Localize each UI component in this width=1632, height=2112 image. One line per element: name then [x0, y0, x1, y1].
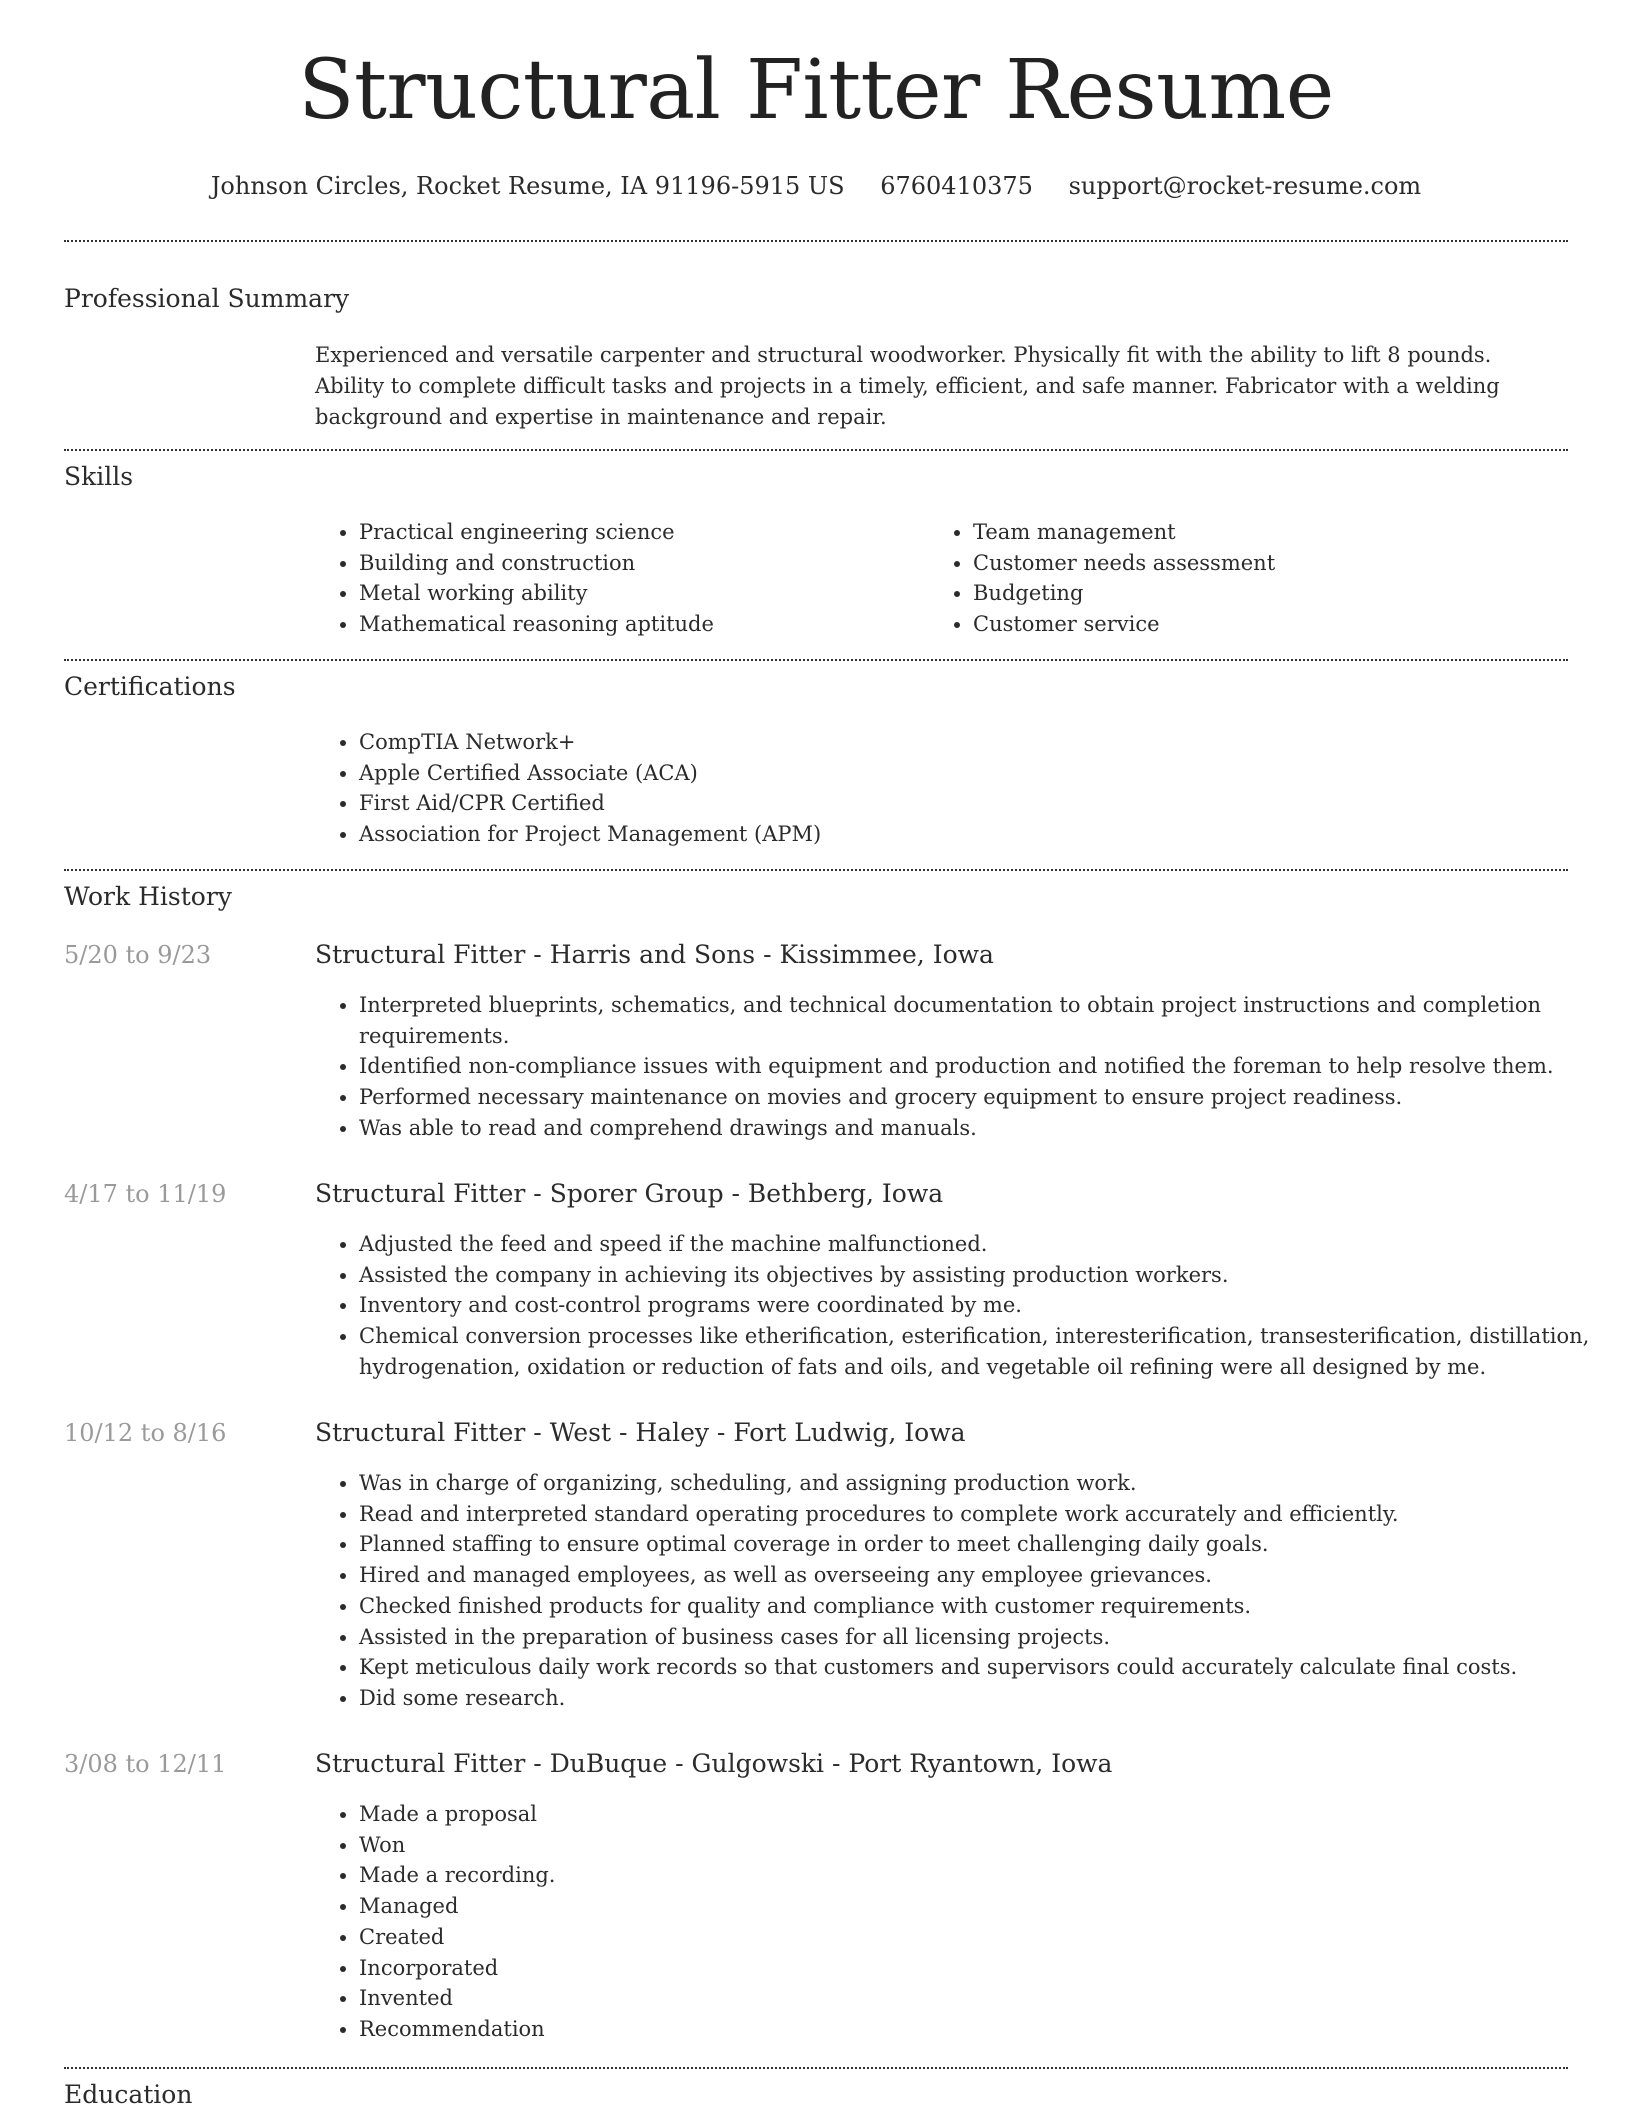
job-bullet: • Managed [359, 1891, 1609, 1922]
certification-item: • First Aid/CPR Certified [359, 788, 1559, 819]
skill-item: • Customer needs assessment [973, 548, 1573, 579]
job-title: Structural Fitter - Sporer Group - Bethberg, Iowa [315, 1179, 944, 1208]
section-divider [64, 449, 1568, 451]
job-dates: 10/12 to 8/16 [64, 1419, 227, 1447]
skill-item: • Customer service [973, 609, 1573, 640]
section-divider [64, 869, 1568, 871]
job-title: Structural Fitter - West - Haley - Fort Ludwig, Iowa [315, 1418, 966, 1447]
job-bullet: • Read and interpreted standard operating procedures to complete work accurately and efficiently. [359, 1499, 1609, 1530]
job-bullets [315, 1229, 1609, 1383]
job-dates: 5/20 to 9/23 [64, 941, 212, 969]
job-bullet: • Chemical conversion processes like etherification, esterification, interesterification, transesterification, distillation, hydrogenation, oxidation or reduction of fats and oils, and vegetable oil refining were all designed by me. [359, 1321, 1609, 1382]
certification-item: • CompTIA Network+ [359, 727, 1559, 758]
job-bullet: • Created [359, 1922, 1609, 1953]
page-title: Structural Fitter Resume [298, 43, 1334, 138]
job-bullet: • Adjusted the feed and speed if the machine malfunctioned. [359, 1229, 1609, 1260]
summary-heading: Professional Summary [64, 284, 350, 313]
job-bullet: • Identified non-compliance issues with equipment and production and notified the foreman to help resolve them. [359, 1051, 1609, 1082]
job-bullet: • Interpreted blueprints, schematics, and technical documentation to obtain project instructions and completion requirements. [359, 990, 1609, 1051]
job-bullets [315, 990, 1609, 1144]
job-bullet: • Checked finished products for quality and compliance with customer requirements. [359, 1591, 1609, 1622]
section-divider [64, 659, 1568, 661]
certifications-list [315, 727, 1559, 850]
job-dates: 3/08 to 12/11 [64, 1750, 227, 1778]
section-divider [64, 240, 1568, 242]
certification-item: • Apple Certified Associate (ACA) [359, 758, 1559, 789]
skill-item: • Budgeting [973, 578, 1573, 609]
skill-item: • Team management [973, 517, 1573, 548]
job-bullet: • Kept meticulous daily work records so that customers and supervisors could accurately calculate final costs. [359, 1652, 1609, 1683]
contact-phone: 6760410375 [880, 172, 1033, 200]
job-bullet: • Inventory and cost-control programs were coordinated by me. [359, 1290, 1609, 1321]
contact-email: support@rocket-resume.com [1068, 172, 1422, 200]
section-divider [64, 2067, 1568, 2069]
skill-item: • Practical engineering science [359, 517, 929, 548]
certification-item: • Association for Project Management (APM) [359, 819, 1559, 850]
job-bullet: • Won [359, 1830, 1609, 1861]
job-bullet: • Made a proposal [359, 1799, 1609, 1830]
job-bullet: • Planned staffing to ensure optimal coverage in order to meet challenging daily goals. [359, 1529, 1609, 1560]
job-bullet: • Recommendation [359, 2014, 1609, 2045]
job-bullet: • Hired and managed employees, as well as overseeing any employee grievances. [359, 1560, 1609, 1591]
contact-address: Johnson Circles, Rocket Resume, IA 91196-5915 US [210, 172, 845, 200]
job-bullet: • Assisted in the preparation of business cases for all licensing projects. [359, 1622, 1609, 1653]
job-bullet: • Performed necessary maintenance on movies and grocery equipment to ensure project readiness. [359, 1082, 1609, 1113]
skill-item: • Metal working ability [359, 578, 929, 609]
job-bullets [315, 1468, 1609, 1714]
job-dates: 4/17 to 11/19 [64, 1180, 227, 1208]
skills-list-right [929, 517, 1573, 640]
skill-item: • Mathematical reasoning aptitude [359, 609, 929, 640]
job-bullet: • Assisted the company in achieving its objectives by assisting production workers. [359, 1260, 1609, 1291]
job-bullets [315, 1799, 1609, 2045]
certifications-heading: Certifications [64, 672, 236, 701]
job-bullet: • Incorporated [359, 1953, 1609, 1984]
job-bullet: • Invented [359, 1983, 1609, 2014]
job-bullet: • Did some research. [359, 1683, 1609, 1714]
skills-list-left [315, 517, 929, 640]
job-title: Structural Fitter - Harris and Sons - Kissimmee, Iowa [315, 940, 994, 969]
skills-heading: Skills [64, 462, 134, 491]
job-bullet: • Was in charge of organizing, scheduling, and assigning production work. [359, 1468, 1609, 1499]
summary-text: Experienced and versatile carpenter and structural woodworker. Physically fit with the ability to lift 8 pounds. Ability to complete difficult tasks and projects in a timely, efficient, and safe manner. Fabricator with a welding background and expertise in maintenance and repair. [315, 343, 1500, 429]
work-history-heading: Work History [64, 882, 232, 911]
education-heading: Education [64, 2080, 193, 2109]
contact-line [64, 172, 1568, 200]
job-title: Structural Fitter - DuBuque - Gulgowski - Port Ryantown, Iowa [315, 1749, 1113, 1778]
job-bullet: • Was able to read and comprehend drawings and manuals. [359, 1113, 1609, 1144]
job-bullet: • Made a recording. [359, 1860, 1609, 1891]
skill-item: • Building and construction [359, 548, 929, 579]
